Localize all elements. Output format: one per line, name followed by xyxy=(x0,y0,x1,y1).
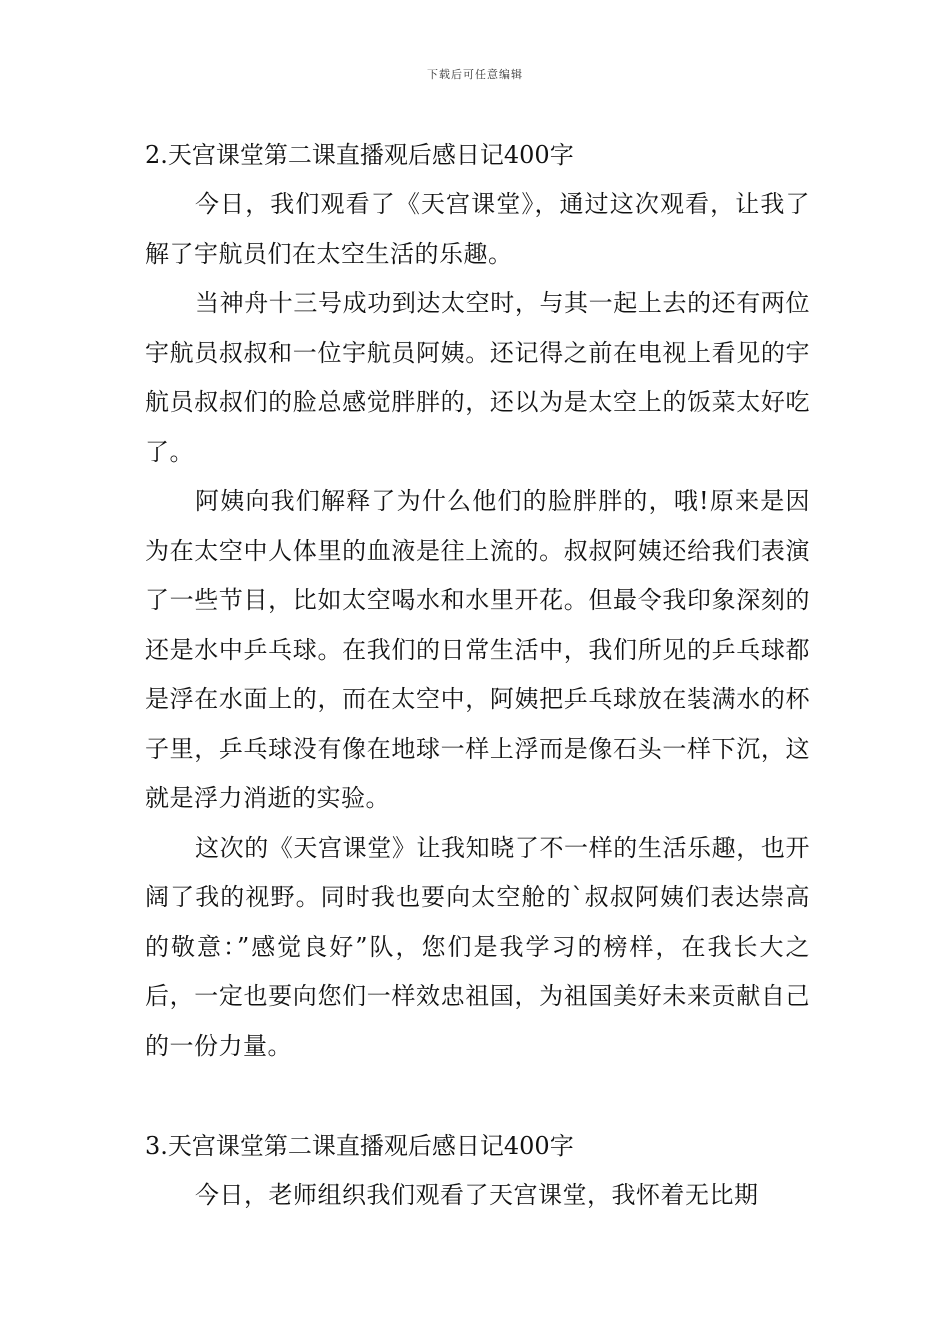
section-spacer xyxy=(145,1071,810,1121)
section-2 xyxy=(145,130,810,1071)
paragraph: 阿姨向我们解释了为什么他们的脸胖胖的，哦!原来是因为在太空中人体里的血液是往上流的。叔叔阿姨还给我们表演了一些节目，比如太空喝水和水里开花。但最令我印象深刻的还是水中乒乓球。在我们的日常生活中，我们所见的乒乓球都是浮在水面上的，而在太空中，阿姨把乒乓球放在装满水的杯子里，乒乓球没有像在地球一样上浮而是像石头一样下沉，这就是浮力消逝的实验。 xyxy=(145,487,810,812)
section-title: 3.天宫课堂第二课直播观后感日记400字 xyxy=(145,1132,574,1160)
paragraph: 今日，我们观看了《天宫课堂》，通过这次观看，让我了解了宇航员们在太空生活的乐趣。 xyxy=(145,190,810,268)
page-header: 下载后可任意编辑 xyxy=(427,68,523,81)
paragraph: 这次的《天宫课堂》让我知晓了不一样的生活乐趣，也开阔了我的视野。同时我也要向太空舱的`叔叔阿姨们表达崇高的敬意：”感觉良好”队，您们是我学习的榜样，在我长大之后，一定也要向您们一样效忠祖国，为祖国美好未来贡献自己的一份力量。 xyxy=(145,833,810,1060)
paragraph: 当神舟十三号成功到达太空时，与其一起上去的还有两位宇航员叔叔和一位宇航员阿姨。还记得之前在电视上看见的宇航员叔叔们的脸总感觉胖胖的，还以为是太空上的饭菜太好吃了。 xyxy=(145,289,810,466)
paragraph: 今日，老师组织我们观看了天宫课堂，我怀着无比期 xyxy=(195,1181,759,1209)
section-title: 2.天宫课堂第二课直播观后感日记400字 xyxy=(145,141,574,169)
section-3 xyxy=(145,1121,810,1221)
document-body xyxy=(145,130,810,1221)
